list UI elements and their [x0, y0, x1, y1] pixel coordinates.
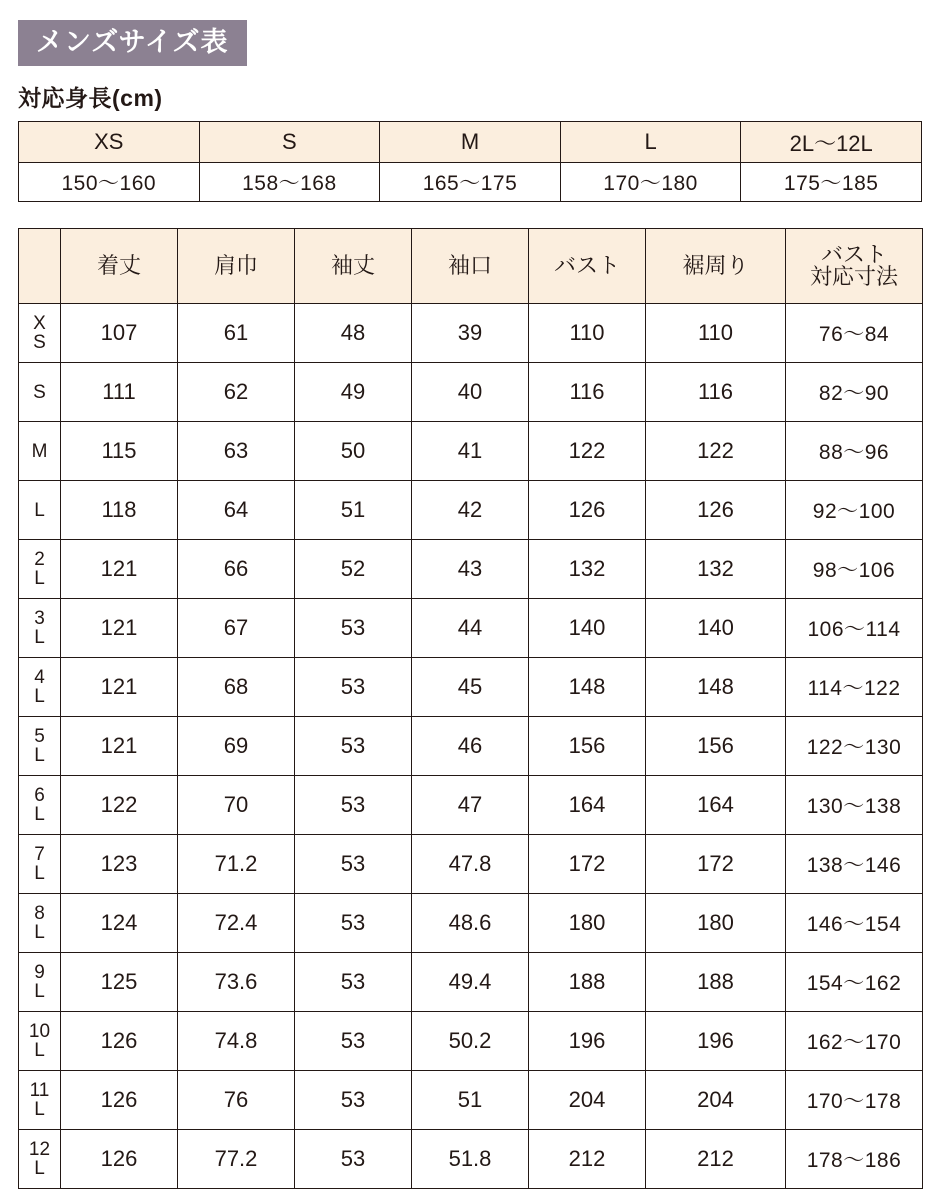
measure-cell: 116 [529, 363, 646, 422]
measure-cell: 116 [646, 363, 786, 422]
measure-cell: 204 [529, 1071, 646, 1130]
measure-cell: 71.2 [178, 835, 295, 894]
measure-col-header-line1: バスト [820, 242, 887, 268]
measure-cell: 47.8 [412, 835, 529, 894]
measure-cell: 130〜138 [786, 776, 923, 835]
row-size-label-line: 3 [34, 608, 45, 630]
measure-cell: 110 [646, 304, 786, 363]
measure-cell: 53 [295, 835, 412, 894]
measure-cell: 82〜90 [786, 363, 923, 422]
measure-cell: 156 [529, 717, 646, 776]
height-range-cell: 170〜180 [560, 163, 741, 202]
table-row [19, 953, 923, 1012]
measure-cell: 63 [178, 422, 295, 481]
measure-cell: 121 [61, 599, 178, 658]
measure-cell: 114〜122 [786, 658, 923, 717]
measure-cell: 121 [61, 658, 178, 717]
row-size-label-line: 8 [34, 903, 45, 925]
row-size-label-line: 7 [34, 844, 45, 866]
table-row [19, 540, 923, 599]
row-size-label-line: L [34, 1158, 45, 1180]
measure-cell: 88〜96 [786, 422, 923, 481]
measure-cell: 132 [529, 540, 646, 599]
measure-cell: 140 [646, 599, 786, 658]
row-size-label-line: 11 [29, 1080, 50, 1102]
measure-cell: 170〜178 [786, 1071, 923, 1130]
row-size-label [19, 363, 61, 422]
measure-col-header-kitake: 着丈 [61, 229, 178, 304]
height-range-cell: 175〜185 [741, 163, 922, 202]
measure-cell: 164 [529, 776, 646, 835]
row-size-label [19, 835, 61, 894]
measure-cell: 52 [295, 540, 412, 599]
measure-cell: 126 [61, 1130, 178, 1189]
measure-cell: 45 [412, 658, 529, 717]
table-row [19, 717, 923, 776]
measure-col-header-bust-taiou [786, 229, 923, 304]
measure-cell: 53 [295, 658, 412, 717]
measure-cell: 111 [61, 363, 178, 422]
row-size-label-line: L [34, 686, 45, 708]
measure-cell: 39 [412, 304, 529, 363]
measure-cell: 42 [412, 481, 529, 540]
measure-cell: 77.2 [178, 1130, 295, 1189]
measure-cell: 53 [295, 776, 412, 835]
measure-cell: 146〜154 [786, 894, 923, 953]
table-row [19, 776, 923, 835]
measure-cell: 62 [178, 363, 295, 422]
measure-cell: 51 [412, 1071, 529, 1130]
row-size-label-line: 9 [34, 962, 45, 984]
row-size-label-line: L [34, 863, 45, 885]
table-row-header [19, 122, 922, 163]
measure-cell: 50.2 [412, 1012, 529, 1071]
row-size-label-line: 6 [34, 785, 45, 807]
height-range-cell: 158〜168 [199, 163, 380, 202]
measure-cell: 43 [412, 540, 529, 599]
measure-cell: 66 [178, 540, 295, 599]
measure-col-header-bust: バスト [529, 229, 646, 304]
measure-cell: 156 [646, 717, 786, 776]
measure-cell: 115 [61, 422, 178, 481]
row-size-label-line: 12 [28, 1139, 51, 1161]
row-size-label [19, 894, 61, 953]
table-row [19, 422, 923, 481]
measure-cell: 124 [61, 894, 178, 953]
measure-cell: 172 [529, 835, 646, 894]
measure-cell: 53 [295, 1071, 412, 1130]
measure-cell: 53 [295, 1130, 412, 1189]
row-size-label [19, 717, 61, 776]
row-size-label-line: L [34, 922, 45, 944]
measure-cell: 188 [646, 953, 786, 1012]
measure-cell: 121 [61, 717, 178, 776]
measure-cell: 64 [178, 481, 295, 540]
height-size-header: M [380, 122, 561, 163]
measure-cell: 46 [412, 717, 529, 776]
measurement-table-body [19, 304, 923, 1189]
measure-cell: 126 [61, 1071, 178, 1130]
measure-cell: 98〜106 [786, 540, 923, 599]
measure-cell: 70 [178, 776, 295, 835]
measure-cell: 126 [61, 1012, 178, 1071]
measure-cell: 68 [178, 658, 295, 717]
measure-cell: 61 [178, 304, 295, 363]
measure-cell: 122 [529, 422, 646, 481]
measure-cell: 74.8 [178, 1012, 295, 1071]
table-row [19, 1071, 923, 1130]
height-size-header: XS [19, 122, 200, 163]
row-size-label-line: L [34, 981, 45, 1003]
measure-cell: 212 [646, 1130, 786, 1189]
measure-cell: 122 [646, 422, 786, 481]
height-size-header: S [199, 122, 380, 163]
row-size-label [19, 1071, 61, 1130]
measure-cell: 172 [646, 835, 786, 894]
measure-section [18, 228, 940, 1189]
measure-cell: 196 [646, 1012, 786, 1071]
table-row [19, 658, 923, 717]
row-size-label [19, 304, 61, 363]
height-size-header: L [560, 122, 741, 163]
row-size-label-line: X [33, 313, 46, 335]
measure-cell: 138〜146 [786, 835, 923, 894]
measure-cell: 73.6 [178, 953, 295, 1012]
row-size-label [19, 599, 61, 658]
measure-cell: 53 [295, 953, 412, 1012]
measure-cell: 196 [529, 1012, 646, 1071]
row-size-label-line: 4 [34, 667, 45, 689]
table-row [19, 894, 923, 953]
row-size-label-line: L [34, 1040, 45, 1062]
measure-cell: 53 [295, 1012, 412, 1071]
measure-col-header-sodetake: 袖丈 [295, 229, 412, 304]
row-size-label [19, 422, 61, 481]
measure-cell: 126 [529, 481, 646, 540]
table-row [19, 481, 923, 540]
row-size-label-line: L [34, 568, 45, 590]
table-row [19, 304, 923, 363]
measure-cell: 212 [529, 1130, 646, 1189]
measure-cell: 48.6 [412, 894, 529, 953]
row-size-label [19, 540, 61, 599]
height-range-cell: 165〜175 [380, 163, 561, 202]
measure-cell: 69 [178, 717, 295, 776]
row-size-label-line: S [33, 332, 46, 354]
measure-cell: 132 [646, 540, 786, 599]
page-title: メンズサイズ表 [18, 20, 247, 66]
measure-col-header-katahaba: 肩巾 [178, 229, 295, 304]
measure-cell: 118 [61, 481, 178, 540]
row-size-label-line: 5 [34, 726, 45, 748]
measure-corner-cell [19, 229, 61, 304]
measure-cell: 76〜84 [786, 304, 923, 363]
measure-cell: 67 [178, 599, 295, 658]
measure-cell: 122 [61, 776, 178, 835]
measure-cell: 92〜100 [786, 481, 923, 540]
measure-cell: 44 [412, 599, 529, 658]
measure-cell: 180 [529, 894, 646, 953]
measure-cell: 162〜170 [786, 1012, 923, 1071]
row-size-label-line: M [31, 440, 48, 462]
table-row [19, 1012, 923, 1071]
row-size-label-line: L [34, 804, 45, 826]
measure-cell: 121 [61, 540, 178, 599]
table-row [19, 599, 923, 658]
measure-cell: 49.4 [412, 953, 529, 1012]
measure-cell: 123 [61, 835, 178, 894]
measure-cell: 40 [412, 363, 529, 422]
measure-cell: 204 [646, 1071, 786, 1130]
measure-cell: 148 [646, 658, 786, 717]
measure-cell: 188 [529, 953, 646, 1012]
height-range-cell: 150〜160 [19, 163, 200, 202]
measure-cell: 53 [295, 599, 412, 658]
measurement-table [18, 228, 923, 1189]
measure-cell: 110 [529, 304, 646, 363]
row-size-label [19, 658, 61, 717]
row-size-label-line: 2 [34, 549, 45, 571]
measure-col-header-susomawari: 裾周り [646, 229, 786, 304]
height-section-heading: 対応身長(cm) [18, 85, 163, 112]
measure-cell: 180 [646, 894, 786, 953]
measure-cell: 53 [295, 894, 412, 953]
row-size-label [19, 481, 61, 540]
row-size-label [19, 1012, 61, 1071]
row-size-label-line: L [34, 499, 45, 521]
measure-cell: 47 [412, 776, 529, 835]
measure-cell: 107 [61, 304, 178, 363]
measure-cell: 154〜162 [786, 953, 923, 1012]
measure-cell: 122〜130 [786, 717, 923, 776]
row-size-label [19, 1130, 61, 1189]
measure-cell: 125 [61, 953, 178, 1012]
measure-cell: 48 [295, 304, 412, 363]
row-size-label-line: L [34, 1099, 45, 1121]
table-row [19, 163, 922, 202]
table-row-header [19, 229, 923, 304]
measure-cell: 76 [178, 1071, 295, 1130]
row-size-label-line: L [34, 745, 45, 767]
measure-cell: 140 [529, 599, 646, 658]
row-size-label [19, 776, 61, 835]
measure-cell: 50 [295, 422, 412, 481]
height-size-header: 2L〜12L [741, 122, 922, 163]
measure-cell: 41 [412, 422, 529, 481]
measure-cell: 72.4 [178, 894, 295, 953]
row-size-label-line: 10 [28, 1021, 51, 1043]
measure-col-header-sodeguchi: 袖口 [412, 229, 529, 304]
measure-cell: 51 [295, 481, 412, 540]
measure-cell: 49 [295, 363, 412, 422]
row-size-label [19, 953, 61, 1012]
measure-cell: 51.8 [412, 1130, 529, 1189]
measure-cell: 164 [646, 776, 786, 835]
table-row [19, 1130, 923, 1189]
measure-cell: 53 [295, 717, 412, 776]
measure-cell: 126 [646, 481, 786, 540]
row-size-label-line: L [34, 627, 45, 649]
height-table [18, 121, 922, 202]
measure-col-header-line2: 対応寸法 [809, 264, 898, 290]
measure-cell: 106〜114 [786, 599, 923, 658]
measure-cell: 178〜186 [786, 1130, 923, 1189]
measure-cell: 148 [529, 658, 646, 717]
row-size-label-line: S [33, 381, 46, 403]
table-row [19, 835, 923, 894]
table-row [19, 363, 923, 422]
